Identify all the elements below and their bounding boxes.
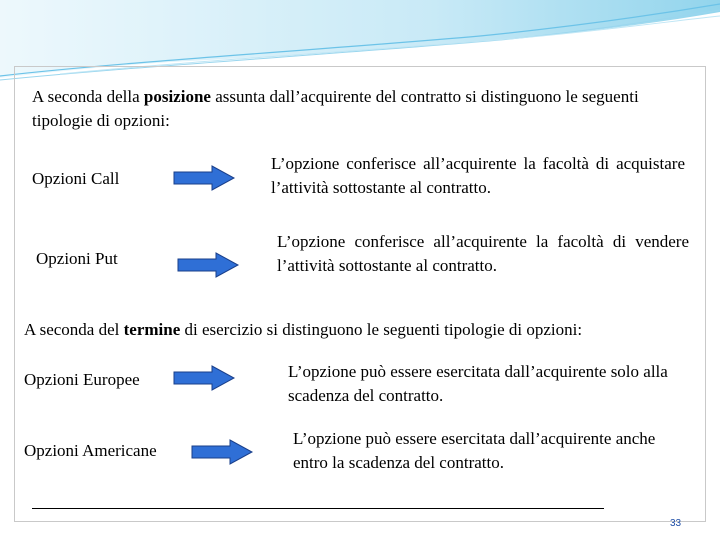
page-number: 33 xyxy=(670,518,682,529)
european-label: Opzioni Europee xyxy=(24,370,140,389)
intro-position-keyword: posizione xyxy=(143,87,211,106)
intro-term-keyword: termine xyxy=(123,320,181,339)
call-label: Opzioni Call xyxy=(32,169,120,188)
american-description: L’opzione può essere esercitata dall’acquirente anche entro la scadenza del contratto. xyxy=(293,429,656,472)
right-arrow-icon xyxy=(190,438,254,466)
right-arrow-icon xyxy=(172,164,236,192)
right-arrow-icon xyxy=(172,364,236,392)
american-label: Opzioni Americane xyxy=(24,441,157,460)
call-description: L’opzione conferisce all’acquirente la facoltà di acquistare l’attività sottostante al contratto. xyxy=(271,154,685,197)
intro-term-suffix: di esercizio si distinguono le seguenti tipologie di opzioni: xyxy=(180,320,583,339)
put-label: Opzioni Put xyxy=(36,249,118,268)
intro-term-text xyxy=(24,318,704,342)
intro-position-suffix: assunta dall’acquirente del contratto si distinguono le seguenti tipologie di opzioni: xyxy=(32,87,639,130)
footer-rule xyxy=(32,508,604,509)
put-description: L’opzione conferisce all’acquirente la facoltà di vendere l’attività sottostante al contratto. xyxy=(277,232,689,275)
right-arrow-icon xyxy=(176,251,240,279)
intro-term-prefix: A seconda del xyxy=(24,320,124,339)
intro-position-text xyxy=(32,85,692,133)
european-description: L’opzione può essere esercitata dall’acquirente solo alla scadenza del contratto. xyxy=(288,362,668,405)
intro-position-prefix: A seconda della xyxy=(32,87,144,106)
